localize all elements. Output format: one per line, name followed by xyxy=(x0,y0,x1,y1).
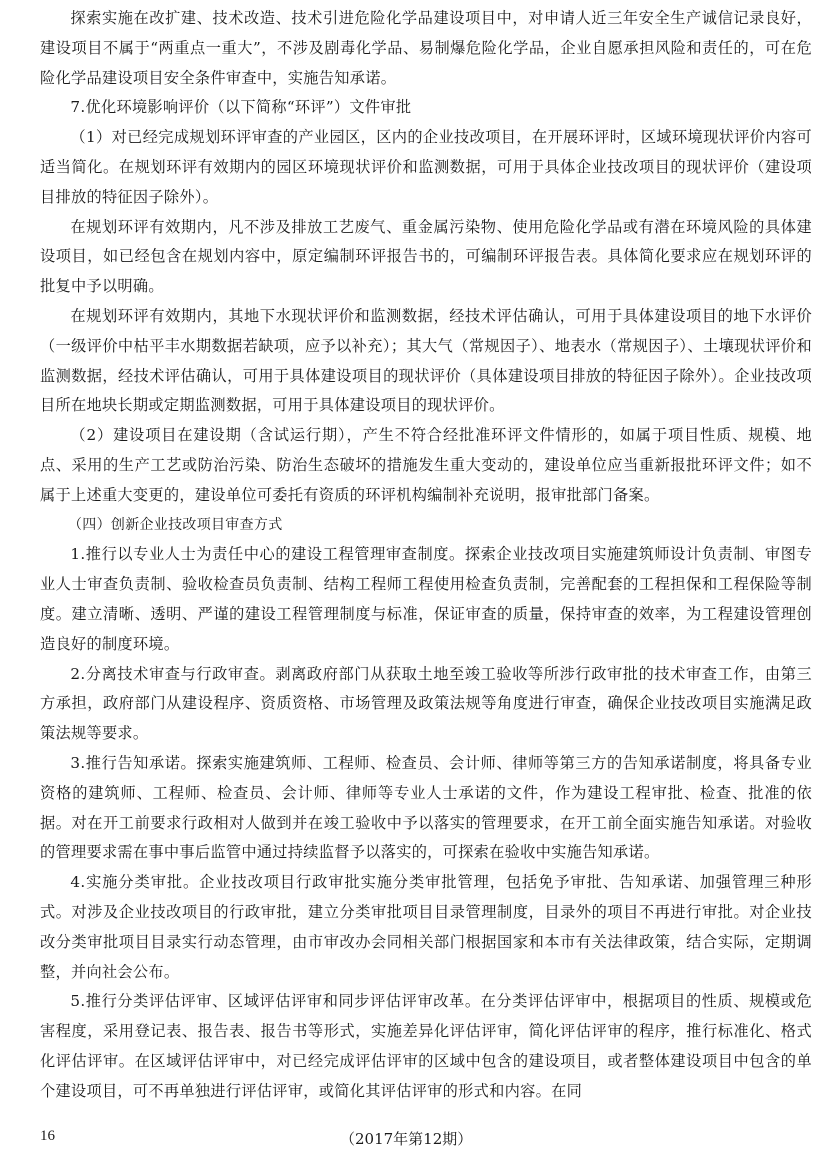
paragraph-8: 3.推行告知承诺。探索实施建筑师、工程师、检查员、会计师、律师等第三方的告知承诺制度，将具备专业资格的建筑师、工程师、检查员、会计师、律师等专业人士承诺的文件，作为建设工程审批、检查、批准的依据。对在开工前要求行政相对人做到并在竣工验收中予以落实的管理要求，在开工前全面实施告知承诺。对验收的管理要求需在事中事后监管中通过持续监督予以落实的，可探索在验收中实施告知承诺。 xyxy=(40,753,812,862)
section-heading-7: 7.优化环境影响评价（以下简称“环评”）文件审批 xyxy=(70,98,412,117)
section-heading-4: （四）创新企业技改项目审查方式 xyxy=(68,516,283,533)
issue-label: （2017年第12期） xyxy=(340,1130,473,1148)
paragraph-7: 2.分离技术审查与行政审查。剥离政府部门从获取土地至竣工验收等所涉行政审批的技术审查工作，由第三方承担，政府部门从建设程序、资质资格、市场管理及政策法规等角度进行审查，确保企业技改项目实施满足政策法规等要求。 xyxy=(40,664,812,743)
paragraph-10: 5.推行分类评估评审、区域评估评审和同步评估评审改革。在分类评估评审中，根据项目的性质、规模或危害程度，采用登记表、报告表、报告书等形式，实施差异化评估评审，简化评估评审的程序，推行标准化、格式化评估评审。在区域评估评审中，对已经完成评估评审的区域中包含的建设项目，或者整体建设项目中包含的单个建设项目，可不再单独进行评估评审，或简化其评估评审的形式和内容。在同 xyxy=(40,992,812,1100)
document-body xyxy=(40,4,812,1106)
paragraph-9: 4.实施分类审批。企业技改项目行政审批实施分类审批管理，包括免予审批、告知承诺、加强管理三种形式。对涉及企业技改项目的行政审批，建立分类审批项目目录管理制度，目录外的项目不再进行审批。对企业技改分类审批项目目录实行动态管理，由市审改办会同相关部门根据国家和本市有关法律政策，结合实际，定期调整，并向社会公布。 xyxy=(40,873,812,981)
paragraph-3: 在规划环评有效期内，凡不涉及排放工艺废气、重金属污染物、使用危险化学品或有潜在环境风险的具体建设项目，如已经包含在规划内容中，原定编制环评报告书的，可编制环评报告表。具体简化要求应在规划环评的批复中予以明确。 xyxy=(40,217,812,296)
paragraph-5: （2）建设项目在建设期（含试运行期），产生不符合经批准环评文件情形的，如属于项目性质、规模、地点、采用的生产工艺或防治污染、防治生态破坏的措施发生重大变动的，建设单位应当重新报批环评文件；如不属于上述重大变更的，建设单位可委托有资质的环评机构编制补充说明，报审批部门备案。 xyxy=(40,426,812,504)
paragraph-1: 探索实施在改扩建、技术改造、技术引进危险化学品建设项目中，对申请人近三年安全生产诚信记录良好，建设项目不属于“两重点一重大”，不涉及剧毒化学品、易制爆危险化学品，企业自愿承担风险和责任的，可在危险化学品建设项目安全条件审查中，实施告知承诺。 xyxy=(40,9,812,87)
page-number: 16 xyxy=(40,1128,55,1144)
paragraph-4: 在规划环评有效期内，其地下水现状评价和监测数据，经技术评估确认，可用于具体建设项目的地下水评价（一级评价中枯平丰水期数据若缺项，应予以补充）；其大气（常规因子）、地表水（常规因子）、土壤现状评价和监测数据，经技术评估确认，可用于具体建设项目的现状评价（具体建设项目排放的特征因子除外）。企业技改项目所在地块长期或定期监测数据，可用于具体建设项目的现状评价。 xyxy=(40,306,812,415)
paragraph-6: 1.推行以专业人士为责任中心的建设工程管理审查制度。探索企业技改项目实施建筑师设计负责制、审图专业人士审查负责制、验收检查员负责制、结构工程师工程使用检查负责制，完善配套的工程担保和工程保险等制度。建立清晰、透明、严谨的建设工程管理制度与标准，保证审查的质量，保持审查的效率，为工程建设管理创造良好的制度环境。 xyxy=(40,545,812,653)
paragraph-2: （1）对已经完成规划环评审查的产业园区，区内的企业技改项目，在开展环评时，区域环境现状评价内容可适当简化。在规划环评有效期内的园区环境现状评价和监测数据，可用于具体企业技改项目的现状评价（建设项目排放的特征因子除外）。 xyxy=(40,128,812,206)
